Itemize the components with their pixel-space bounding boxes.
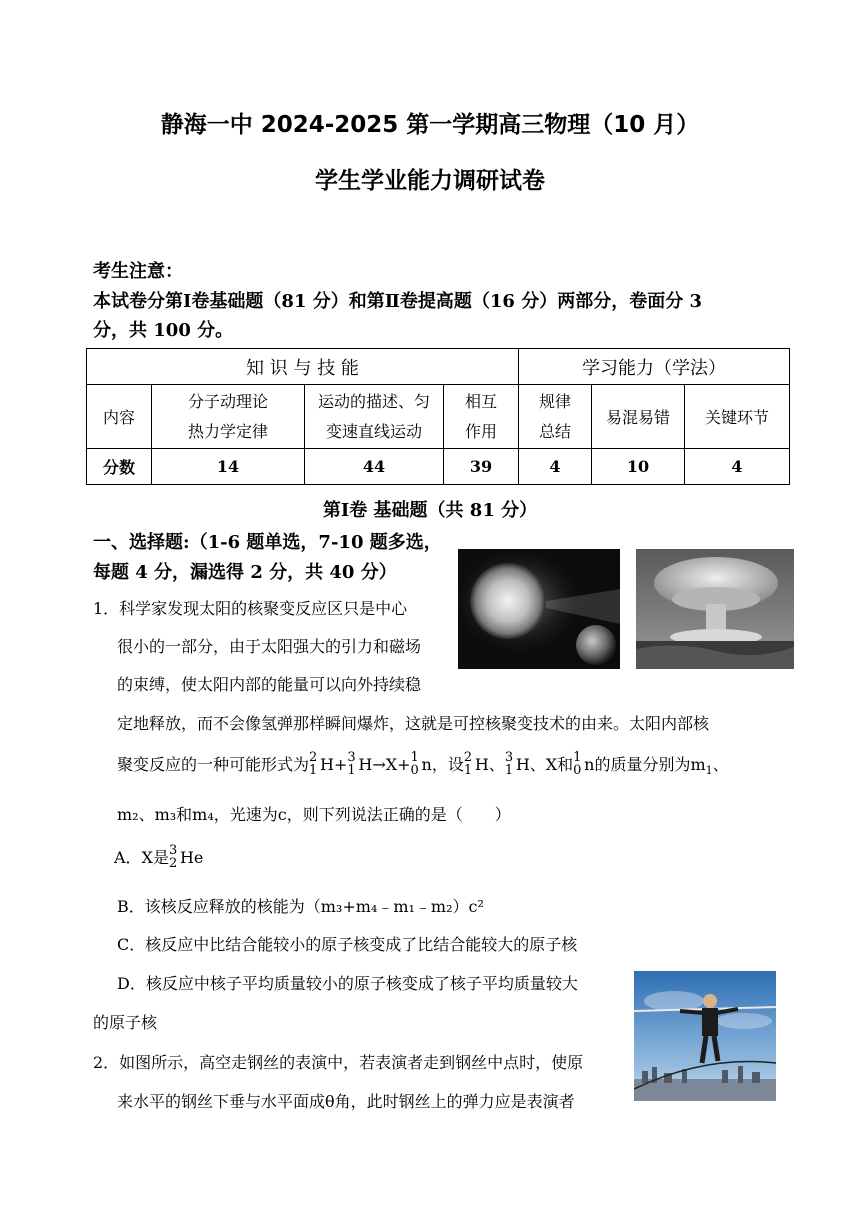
table-header-cell	[519, 385, 592, 449]
atomic-number: 1	[347, 763, 356, 778]
q1-line1: 1．科学家发现太阳的核聚变反应区只是中心	[93, 599, 408, 618]
atomic-number: 1	[504, 763, 514, 778]
row-label-content: 内容	[87, 385, 152, 449]
mushroom-cloud-image	[636, 549, 794, 669]
row-label-score: 分数	[87, 449, 152, 485]
option-text: He	[179, 848, 204, 867]
q1-line4: 定地释放，而不会像氢弹那样瞬间爆炸，这就是可控核聚变技术的由来。太阳内部核	[117, 714, 710, 733]
table-header-cell	[152, 385, 305, 449]
subscript: 1	[705, 764, 713, 778]
nuclide-n	[410, 750, 422, 778]
score-cell: 39	[444, 449, 519, 485]
score-cell: 14	[152, 449, 305, 485]
q1-line5-equation	[117, 752, 729, 777]
nuclide-h3	[347, 750, 358, 778]
cell-line: 规律	[538, 391, 571, 411]
atomic-number: 1	[309, 763, 318, 778]
q1-line6: m₂、m₃和m₄，光速为c，则下列说法正确的是（ ）	[117, 805, 511, 824]
eq-text: n，设	[421, 755, 464, 774]
mass-number: 2	[309, 750, 318, 765]
nuclide-h2	[309, 750, 320, 778]
q1-option-a	[114, 845, 203, 870]
mass-number: 3	[504, 750, 514, 765]
eq-text: H、	[474, 755, 505, 774]
nuclide-he3	[168, 843, 180, 871]
q1-option-d-line1: D．核反应中核子平均质量较小的原子核变成了核子平均质量较大	[117, 974, 578, 993]
eq-text: H→X+	[358, 755, 411, 774]
option-text: A．X是	[114, 848, 169, 867]
sun-planet-image	[458, 549, 620, 669]
exam-title-line2: 学生学业能力调研试卷	[315, 168, 545, 194]
eq-text: 聚变反应的一种可能形式为	[117, 755, 310, 774]
notice-line1: 本试卷分第Ⅰ卷基础题（81 分）和第Ⅱ卷提高题（16 分）两部分，卷面分 3	[93, 291, 703, 312]
atomic-number: 1	[463, 763, 473, 778]
q2-line2: 来水平的钢丝下垂与水平面成θ角，此时钢丝上的弹力应是表演者	[117, 1092, 575, 1111]
q1-line2: 很小的一部分，由于太阳强大的引力和磁场	[117, 637, 422, 656]
cell-line: 运动的描述、匀	[317, 391, 430, 411]
q2-line1: 2．如图所示，高空走钢丝的表演中，若表演者走到钢丝中点时，使原	[93, 1053, 584, 1072]
cell-line: 变速直线运动	[325, 421, 422, 441]
cell-line: 分子动理论	[187, 391, 268, 411]
q1-option-b: B．该核反应释放的核能为（m₃+m₄﹣m₁﹣m₂）c²	[117, 897, 484, 916]
part-title-line1: 一、选择题:（1-6 题单选，7-10 题多选，	[93, 532, 442, 553]
table-group-knowledge: 知 识 与 技 能	[87, 349, 519, 385]
nuclide-h2	[463, 750, 475, 778]
score-cell: 10	[592, 449, 685, 485]
cell-line: 热力学定律	[187, 421, 268, 441]
table-header-cell	[305, 385, 444, 449]
q1-line3: 的束缚，使太阳内部的能量可以向外持续稳	[117, 675, 422, 694]
eq-text: H、X和	[515, 755, 574, 774]
atomic-number: 0	[410, 763, 419, 778]
cell-line: 作用	[464, 421, 497, 441]
cell-line: 相互	[464, 391, 497, 411]
mass-number: 1	[573, 750, 582, 765]
score-cell: 44	[305, 449, 444, 485]
nuclide-n	[573, 750, 584, 778]
nuclide-h3	[504, 750, 516, 778]
score-cell: 4	[685, 449, 790, 485]
score-cell: 4	[519, 449, 592, 485]
table-header-cell	[444, 385, 519, 449]
tightrope-walker-image	[634, 971, 776, 1101]
eq-text: n的质量分别为m	[584, 755, 706, 774]
mass-number: 3	[347, 750, 356, 765]
eq-text: 、	[712, 755, 729, 774]
notice-line2: 分，共 100 分。	[93, 320, 234, 341]
eq-text: H+	[320, 755, 348, 774]
q1-option-c: C．核反应中比结合能较小的原子核变成了比结合能较大的原子核	[117, 935, 578, 954]
atomic-number: 0	[573, 763, 582, 778]
mass-number: 1	[410, 750, 419, 765]
part-title-line2: 每题 4 分，漏选得 2 分，共 40 分）	[93, 562, 397, 583]
exam-title-line1: 静海一中 2024-2025 第一学期高三物理（10 月）	[160, 112, 700, 138]
atomic-number: 2	[168, 856, 178, 871]
table-group-ability: 学习能力（学法）	[519, 349, 790, 385]
mass-number: 3	[168, 843, 178, 858]
table-header-cell: 易混易错	[592, 385, 685, 449]
q1-option-d-line2: 的原子核	[93, 1013, 158, 1032]
table-header-cell: 关键环节	[685, 385, 790, 449]
mass-number: 2	[463, 750, 473, 765]
notice-heading: 考生注意：	[93, 261, 183, 282]
score-table	[86, 348, 790, 485]
section-heading: 第Ⅰ卷 基础题（共 81 分）	[322, 500, 538, 521]
cell-line: 总结	[538, 421, 571, 441]
